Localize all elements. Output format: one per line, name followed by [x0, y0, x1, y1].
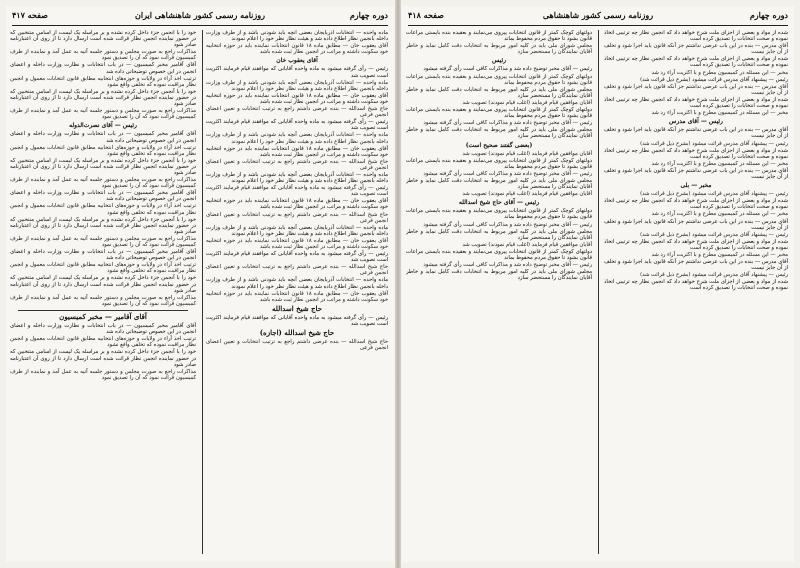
speaker-heading: مخبر — بلی: [680, 182, 712, 190]
right-page: [402, 6, 794, 562]
paragraph: رئیس — آقای مخبر توضیح داده شد و مذاکرات کافی است رأی گرفته میشود: [423, 66, 592, 73]
paragraph: آقای یعقوب خان — مطابق ماده ۱۸ قانون انتخابات نماینده باید در حوزه انتخابیه خود سکونت داشته و مراتب در انجمن نظار ثبت شده باشد: [206, 145, 388, 158]
right-period: دوره چهارم: [749, 10, 788, 20]
paragraph: رئیس — پیشنهاد آقای مدرس قرائت میشود (بشرح ذیل قرائت شد): [640, 76, 788, 83]
speaker-heading: رئیس — آقای مدرس: [669, 118, 723, 126]
paragraph: آقای یعقوب خان — مطابق ماده ۱۸ قانون انتخابات نماینده باید در حوزه انتخابیه خود سکونت داشته و مراتب در انجمن نظار ثبت شده باشد: [206, 237, 388, 250]
paragraph: شده از مواد و بعضی از اجزای ملت شرح خواهد داد که انجمن نظار چه ترتیبی اتخاذ نموده و صحت انتخابات را تصدیق کرده است: [604, 96, 788, 110]
paragraph: شده از مواد و بعضی از اجزای ملت شرح خواهد داد که انجمن نظار چه ترتیبی اتخاذ نموده و صحت انتخابات را تصدیق کرده است: [604, 279, 788, 292]
right-col-left: [406, 30, 592, 556]
paragraph: مذاکرات راجع به صورت مجلس و دستور جلسه آتیه به عمل آمد و نماینده از طرف کمیسیون قرائت نمود که آن را تصدیق نمود: [10, 177, 196, 190]
speaker-heading: رئیس: [491, 57, 507, 65]
speaker-heading: (بعضی گفتند صحیح است): [465, 141, 533, 149]
paragraph: آقای یعقوب خان — مطابق ماده ۱۸ قانون انتخابات نماینده باید در حوزه انتخابیه خود سکونت داشته و مراتب در انجمن نظار ثبت شده باشد: [206, 43, 388, 56]
left-page: [6, 6, 394, 562]
paragraph: مذاکرات راجع به صورت مجلس و دستور جلسه آتیه به عمل آمد و نماینده از طرف کمیسیون قرائت نمود که آن را تصدیق نمود: [10, 49, 196, 62]
paragraph: ترتیب اخذ آراء در ولایات و حوزه‌های انتخابیه مطابق قانون انتخابات معمول و انجمن نظار مراقبت نموده که تخلفی واقع نشود: [10, 144, 196, 157]
left-page-title: روزنامه رسمی کشور شاهنشاهی ایران: [135, 10, 265, 20]
speaker-heading: حاج شیخ اسدالله: [272, 303, 322, 313]
paragraph: رئیس — رأی گرفته میشود به ماده واحده آقایانی که موافقند قیام فرمایند اکثریت است تصویب شد: [206, 185, 388, 198]
paragraph: ماده واحده — انتخابات آذربایجان بعضی آنچه باید شودنی باشد و از طرف وزارت داخله بانجمن نظار اطلاع داده شد و هیئت نظار نظر خود را اعلام نمودند: [206, 277, 388, 290]
committee-heading: آقای آقامیر — مخبر کمیسیون: [59, 311, 147, 321]
paragraph: دولتهای کوچک کمتر از قانون انتخابات پیروی می‌نمایند و بعقیده بنده بایستی مراعات قانون بشود تا حقوق مردم محفوظ بماند: [406, 208, 592, 221]
paragraph: ترتیب اخذ آراء در ولایات و حوزه‌های انتخابیه مطابق قانون انتخابات معمول و انجمن نظار مراقبت نموده که تخلفی واقع نشود: [10, 336, 196, 349]
paragraph: ترتیب اخذ آراء در ولایات و حوزه‌های انتخابیه مطابق قانون انتخابات معمول و انجمن نظار مراقبت نموده که تخلفی واقع نشود: [10, 262, 196, 275]
paragraph: مخبر — این مسئله در کمیسیون مطرح و با اکثریت آراء رد شد: [651, 110, 788, 117]
paragraph: آقای مدرس — بنده در این باب عرضی نداشتم جز آنکه قانون باید اجرا شود و تخلف از آن جایز نیست: [604, 127, 788, 140]
paragraph: حاج شیخ اسدالله — بنده عرضی داشتم راجع به ترتیب انتخابات و تعیین اعضای انجمن فرعی: [206, 264, 388, 277]
paragraph: آقای یعقوب خان — مطابق ماده ۱۸ قانون انتخابات نماینده باید در حوزه انتخابیه خود سکونت داشته و مراتب در انجمن نظار ثبت شده باشد: [206, 92, 388, 105]
paragraph: آقای مدرس — بنده در این باب عرضی نداشتم جز آنکه قانون باید اجرا شود و تخلف از آن جایز نیست: [604, 83, 788, 96]
paragraph: رئیس — آقای مخبر توضیح داده شد و مذاکرات کافی است رأی گرفته میشود: [423, 221, 592, 228]
paragraph: حاج شیخ اسدالله — بنده عرضی داشتم راجع به ترتیب انتخابات و تعیین اعضای انجمن فرعی: [206, 211, 388, 224]
paragraph: آقایان موافقین قیام فرمایند (اغلب قیام نمودند) تصویب شد: [462, 241, 592, 248]
paragraph: حاج شیخ اسدالله — بنده عرضی داشتم راجع به ترتیب انتخابات و تعیین اعضای انجمن فرعی: [206, 339, 388, 352]
right-page-header: [408, 10, 788, 24]
paragraph: آقایان موافقین قیام فرمایند (اغلب قیام نمودند) تصویب شد: [462, 150, 592, 157]
paragraph: شده از مواد و بعضی از اجزای ملت شرح خواهد داد که انجمن نظار چه ترتیبی اتخاذ نموده و صحت انتخابات را تصدیق کرده است: [604, 56, 788, 69]
paragraph: آقای آقامیر مخبر کمیسیون — در باب انتخابات و نظارت وزارت داخله و اعضای انجمن در این خصوص توضیحاتی داده شد: [10, 131, 196, 144]
paragraph: مذاکرات راجع به صورت مجلس و دستور جلسه آتیه به عمل آمد و نماینده از طرف کمیسیون قرائت نمود که آن را تصدیق نمود: [10, 235, 196, 248]
speaker-heading: آقای یعقوب خان: [276, 57, 318, 65]
paragraph: دولتهای کوچک کمتر از قانون انتخابات پیروی می‌نمایند و بعقیده بنده بایستی مراعات قانون بشود تا حقوق مردم محفوظ بماند: [406, 73, 592, 86]
paragraph: رئیس — رأی گرفته میشود به ماده واحده آقایانی که موافقند قیام فرمایند اکثریت است تصویب شد: [206, 66, 388, 79]
speaker-heading: رئیس — آقای نصرت‌الدوله: [69, 122, 137, 130]
paragraph: خود را با آنجمن جزء داخل کرده نشده و بر مراسله یک لیست از اسامی منتخبین که در حضور نماینده انجمن نظار قرائت شده است ارسال دارد تا از روی آن اعتبارنامه صادر شود: [10, 349, 196, 368]
paragraph: آقای آقامیر مخبر کمیسیون — در باب انتخابات و نظارت وزارت داخله و اعضای انجمن در این خصوص توضیحاتی داده شد: [10, 190, 196, 203]
paragraph: مخبر — این مسئله در کمیسیون مطرح و با اکثریت آراء رد شد: [651, 160, 788, 167]
right-col-right: [604, 30, 788, 556]
section-divider: [18, 310, 188, 311]
paragraph: مجلس شورای ملی باید در کلیه امور مربوط به انتخابات دقت کامل نماید و خاطر آقایان نمایندگان را مستحضر سازد: [406, 177, 592, 191]
paragraph: آقای آقامیر مخبر کمیسیون — در باب انتخابات و نظارت وزارت داخله و اعضای انجمن در این خصوص توضیحاتی داده شد: [10, 323, 196, 336]
paragraph: آقای یعقوب خان — مطابق ماده ۱۸ قانون انتخابات نماینده باید در حوزه انتخابیه خود سکونت داشته و مراتب در انجمن نظار ثبت شده باشد: [206, 290, 388, 303]
speaker-heading: رئیس — آقای حاج شیخ اسدالله: [458, 199, 540, 207]
paragraph: مجلس شورای ملی باید در کلیه امور مربوط به انتخابات دقت کامل نماید و خاطر آقایان نمایندگان را مستحضر سازد: [406, 269, 592, 282]
paragraph: شده از مواد و بعضی از اجزای ملت شرح خواهد داد که انجمن نظار چه ترتیبی اتخاذ نموده و صحت انتخابات را تصدیق کرده است: [604, 198, 788, 211]
paragraph: مذاکرات راجع به صورت مجلس و دستور جلسه آتیه به عمل آمد و نماینده از طرف کمیسیون قرائت نمود که آن را تصدیق نمود: [10, 368, 196, 381]
paragraph: رئیس — آقای مخبر توضیح داده شد و مذاکرات کافی است رأی گرفته میشود: [423, 262, 592, 269]
right-page-title: روزنامه رسمی کشور شاهنشاهی: [542, 10, 654, 20]
paragraph: دولتهای کوچک کمتر از قانون انتخابات پیروی می‌نمایند و بعقیده بنده بایستی مراعات قانون بشود تا حقوق مردم محفوظ بماند: [406, 107, 592, 120]
paragraph: رئیس — رأی گرفته میشود به ماده واحده آقایانی که موافقند قیام فرمایند اکثریت است تصویب شد: [206, 119, 388, 132]
paragraph: ماده واحده — انتخابات آذربایجان بعضی آنچه باید شودنی باشد و از طرف وزارت داخله بانجمن نظار اطلاع داده شد و هیئت نظار نظر خود را اعلام نمودند: [206, 79, 388, 92]
paragraph: آقای یعقوب خان — مطابق ماده ۱۸ قانون انتخابات نماینده باید در حوزه انتخابیه خود سکونت داشته و مراتب در انجمن نظار ثبت شده باشد: [206, 198, 388, 211]
paragraph: ماده واحده — انتخابات آذربایجان بعضی آنچه باید شودنی باشد و از طرف وزارت داخله بانجمن نظار اطلاع داده شد و هیئت نظار نظر خود را اعلام نمودند: [206, 30, 388, 43]
paragraph: آقای مدرس — بنده در این باب عرضی نداشتم جز آنکه قانون باید اجرا شود و تخلف از آن جایز نیست: [604, 43, 788, 56]
paragraph: مذاکرات راجع به صورت مجلس و دستور جلسه آتیه به عمل آمد و نماینده از طرف کمیسیون قرائت نمود که آن را تصدیق نمود: [10, 294, 196, 307]
paragraph: شده از مواد و بعضی از اجزای ملت شرح خواهد داد که انجمن نظار چه ترتیبی اتخاذ نموده و صحت انتخابات را تصدیق کرده است: [604, 30, 788, 43]
paragraph: رئیس — رأی گرفته میشود به ماده واحده آقایانی که موافقند قیام فرمایند اکثریت است تصویب شد: [206, 314, 388, 328]
paragraph: رئیس — پیشنهاد آقای مدرس قرائت میشود (بشرح ذیل قرائت شد): [640, 231, 788, 238]
paragraph: مجلس شورای ملی باید در کلیه امور مربوط به انتخابات دقت کامل نماید و خاطر آقایان نمایندگان را مستحضر سازد: [406, 228, 592, 241]
paragraph: آقای مدرس — بنده در این باب عرضی نداشتم جز آنکه قانون باید اجرا شود و تخلف از آن جایز نیست: [604, 218, 788, 231]
left-col-right: [206, 30, 388, 556]
left-period: دوره چهارم: [349, 10, 388, 20]
paragraph: رئیس — پیشنهاد آقای مدرس قرائت میشود (بشرح ذیل قرائت شد): [640, 140, 788, 147]
paragraph: مخبر — این مسئله در کمیسیون مطرح و با اکثریت آراء رد شد: [651, 69, 788, 76]
header-rule: [12, 25, 388, 26]
paragraph: ماده واحده — انتخابات آذربایجان بعضی آنچه باید شودنی باشد و از طرف وزارت داخله بانجمن نظار اطلاع داده شد و هیئت نظار نظر خود را اعلام نمودند: [206, 171, 388, 185]
paragraph: آقایان موافقین قیام فرمایند (اغلب قیام نمودند) تصویب شد: [462, 99, 592, 106]
paragraph: آقای آقامیر مخبر کمیسیون — در باب انتخابات و نظارت وزارت داخله و اعضای انجمن در این خصوص توضیحاتی داده شد: [10, 249, 196, 262]
left-page-header: [12, 10, 388, 24]
paragraph: خود را با آنجمن جزء داخل کرده نشده و بر مراسله یک لیست از اسامی منتخبین که در حضور نماینده انجمن نظار قرائت شده است ارسال دارد تا از روی آن اعتبارنامه صادر شود: [10, 216, 196, 235]
paragraph: مجلس شورای ملی باید در کلیه امور مربوط به انتخابات دقت کامل نماید و خاطر آقایان نمایندگان را مستحضر سازد: [406, 86, 592, 99]
paragraph: رئیس — آقای مخبر توضیح داده شد و مذاکرات کافی است رأی گرفته میشود: [423, 170, 592, 177]
paragraph: مذاکرات راجع به صورت مجلس و دستور جلسه آتیه به عمل آمد و نماینده از طرف کمیسیون قرائت نمود که آن را تصدیق نمود: [10, 108, 196, 121]
paragraph: مخبر — این مسئله در کمیسیون مطرح و با اکثریت آراء رد شد: [651, 211, 788, 218]
paragraph: ماده واحده — انتخابات آذربایجان بعضی آنچه باید شودنی باشد و از طرف وزارت داخله بانجمن نظار اطلاع داده شد و هیئت نظار نظر خود را اعلام نمودند: [206, 224, 388, 237]
column-rule: [202, 30, 203, 554]
paragraph: دولتهای کوچک کمتر از قانون انتخابات پیروی می‌نمایند و بعقیده بنده بایستی مراعات قانون بشود تا حقوق مردم محفوظ بماند: [406, 157, 592, 170]
paragraph: خود را با آنجمن جزء داخل کرده نشده و بر مراسله یک لیست از اسامی منتخبین که در حضور نماینده انجمن نظار قرائت شده است ارسال دارد تا از روی آن اعتبارنامه صادر شود: [10, 88, 196, 108]
column-rule: [598, 30, 599, 554]
speaker-heading: حاج شیخ اسدالله (اجازه): [259, 328, 335, 338]
left-col-left: [10, 30, 196, 556]
paragraph: شده از مواد و بعضی از اجزای ملت شرح خواهد داد که انجمن نظار چه ترتیبی اتخاذ نموده و صحت انتخابات را تصدیق کرده است: [604, 238, 788, 251]
paragraph: دولتهای کوچک کمتر از قانون انتخابات پیروی می‌نمایند و بعقیده بنده بایستی مراعات قانون بشود تا حقوق مردم محفوظ بماند: [406, 248, 592, 261]
paragraph: آقایان موافقین قیام فرمایند (اغلب قیام نمودند) تصویب شد: [462, 191, 592, 198]
paragraph: آقای آقامیر مخبر کمیسیون — در باب انتخابات و نظارت وزارت داخله و اعضای انجمن در این خصوص توضیحاتی داده شد: [10, 62, 196, 75]
paragraph: رئیس — پیشنهاد آقای مدرس قرائت میشود (بشرح ذیل قرائت شد): [640, 272, 788, 279]
paragraph: حاج شیخ اسدالله — بنده عرضی داشتم راجع به ترتیب انتخابات و تعیین اعضای انجمن فرعی: [206, 106, 388, 119]
paragraph: رئیس — پیشنهاد آقای مدرس قرائت میشود (بشرح ذیل قرائت شد): [640, 191, 788, 198]
paragraph: مخبر — این مسئله در کمیسیون مطرح و با اکثریت آراء رد شد: [651, 252, 788, 258]
paragraph: رئیس — آقای مخبر توضیح داده شد و مذاکرات کافی است رأی گرفته میشود: [423, 120, 592, 127]
right-page-number: صفحه ۴۱۸: [408, 10, 444, 20]
header-rule: [408, 25, 788, 26]
paragraph: مجلس شورای ملی باید در کلیه امور مربوط به انتخابات دقت کامل نماید و خاطر آقایان نمایندگان را مستحضر سازد: [406, 127, 592, 140]
paragraph: آقای مدرس — بنده در این باب عرضی نداشتم جز آنکه قانون باید اجرا شود و تخلف از آن جایز نیست: [604, 259, 788, 272]
paragraph: رئیس — رأی گرفته میشود به ماده واحده آقایانی که موافقند قیام فرمایند اکثریت است تصویب شد: [206, 251, 388, 264]
book-gutter: [395, 0, 401, 568]
paragraph: حاج شیخ اسدالله — بنده عرضی داشتم راجع به ترتیب انتخابات و تعیین اعضای انجمن فرعی: [206, 158, 388, 171]
paragraph: آقای مدرس — بنده در این باب عرضی نداشتم جز آنکه قانون باید اجرا شود و تخلف از آن جایز نیست: [604, 167, 788, 180]
paragraph: ترتیب اخذ آراء در ولایات و حوزه‌های انتخابیه مطابق قانون انتخابات معمول و انجمن نظار مراقبت نموده که تخلفی واقع نشود: [10, 203, 196, 216]
left-page-number: صفحه ۴۱۷: [12, 10, 48, 20]
paragraph: ماده واحده — انتخابات آذربایجان بعضی آنچه باید شودنی باشد و از طرف وزارت داخله بانجمن نظار اطلاع داده شد و هیئت نظار نظر خود را اعلام نمودند: [206, 132, 388, 145]
paragraph: خود را با آنجمن جزء داخل کرده نشده و بر مراسله یک لیست از اسامی منتخبین که در حضور نماینده انجمن نظار قرائت شده است ارسال دارد تا از روی آن اعتبارنامه صادر شود: [10, 157, 196, 176]
paragraph: شده از مواد و بعضی از اجزای ملت شرح خواهد داد که انجمن نظار چه ترتیبی اتخاذ نموده و صحت انتخابات را تصدیق کرده است: [604, 147, 788, 160]
paragraph: ترتیب اخذ آراء در ولایات و حوزه‌های انتخابیه مطابق قانون انتخابات معمول و انجمن نظار مراقبت نموده که تخلفی واقع نشود: [10, 75, 196, 88]
paragraph: دولتهای کوچک کمتر از قانون انتخابات پیروی می‌نمایند و بعقیده بنده بایستی مراعات قانون بشود تا حقوق مردم محفوظ بماند: [406, 30, 592, 43]
paragraph: خود را با آنجمن جزء داخل کرده نشده و بر مراسله یک لیست از اسامی منتخبین که در حضور نماینده انجمن نظار قرائت شده است ارسال دارد تا از روی آن اعتبارنامه صادر شود: [10, 30, 196, 49]
paragraph: مجلس شورای ملی باید در کلیه امور مربوط به انتخابات دقت کامل نماید و خاطر آقایان نمایندگان را مستحضر سازد: [406, 43, 592, 56]
paragraph: خود را با آنجمن جزء داخل کرده نشده و بر مراسله یک لیست از اسامی منتخبین که در حضور نماینده انجمن نظار قرائت شده است ارسال دارد تا از روی آن اعتبارنامه صادر شود: [10, 275, 196, 294]
